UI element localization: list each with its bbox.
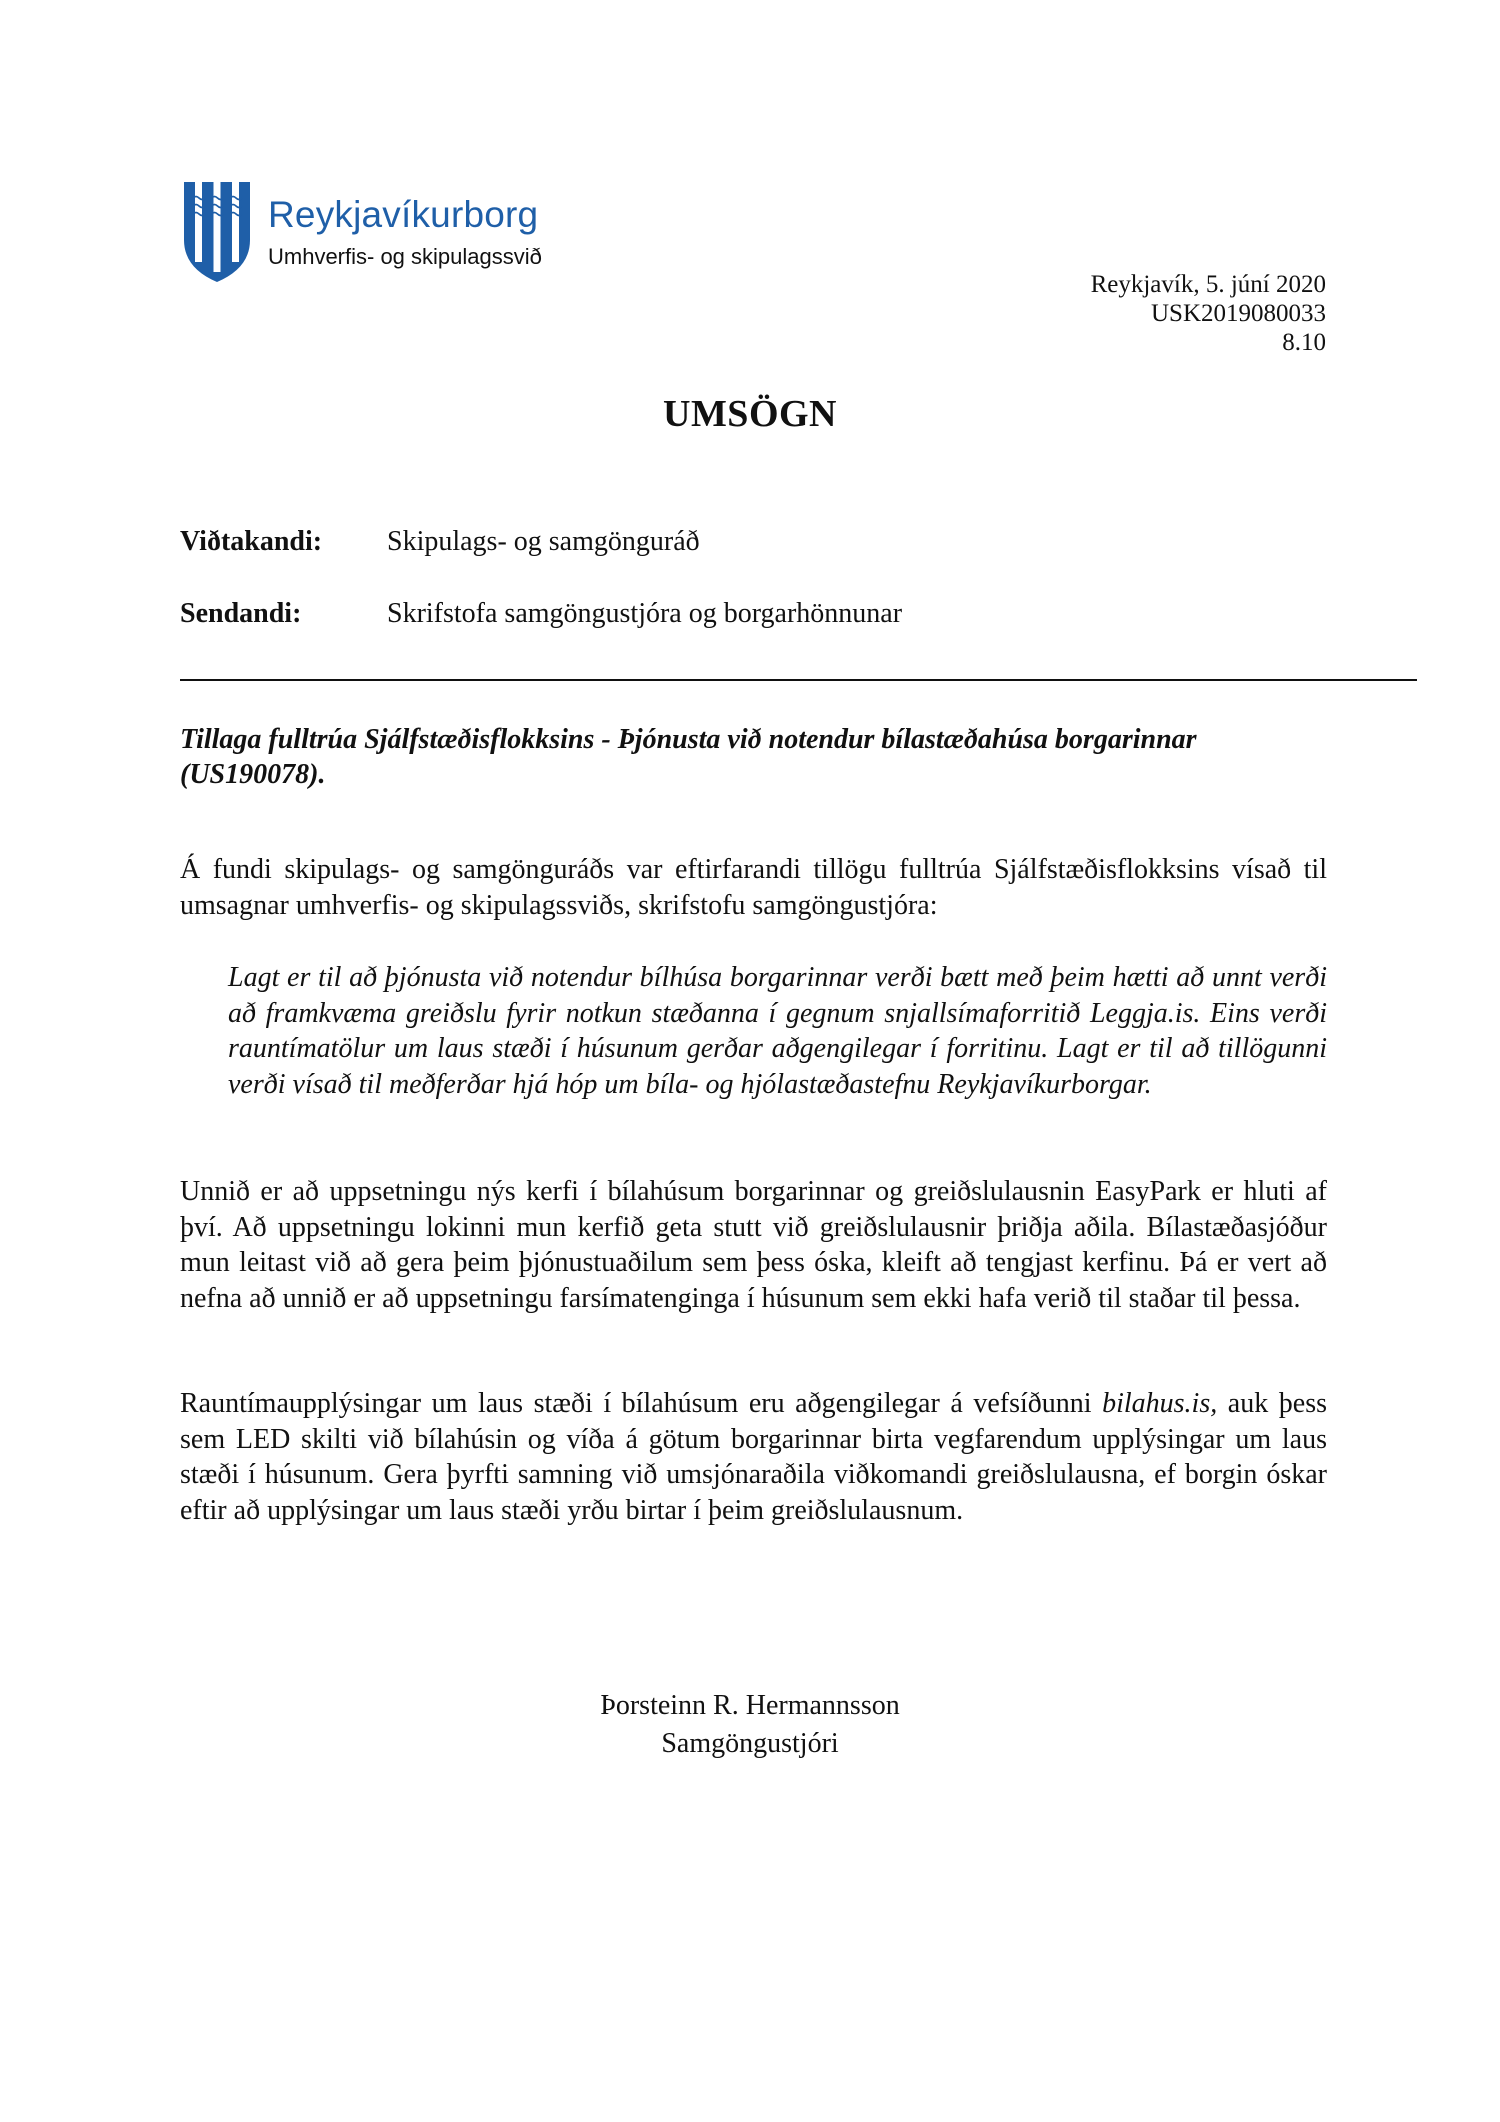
website-reference: bilahus.is, [1102,1388,1218,1419]
paragraph-3-end: auk þess sem LED skilti við bílahúsin og víða á götum borgarinnar birta vegfarendum upplýsingar um laus stæði í húsunum. Gera þyrfti samning við umsjónaraðila viðkomandi greiðslulausna, ef borgin óskar eftir að upplýsingar um laus stæði yrðu birtar í þeim greiðslulausnum. [180,1388,1327,1526]
sender-label: Sendandi: [180,598,302,629]
document-meta [1091,270,1326,357]
signature-role: Samgöngustjóri [661,1728,839,1759]
intro-paragraph: Á fundi skipulags- og samgönguráðs var eftirfarandi tillögu fulltrúa Sjálfstæðisflokksins vísað til umsagnar umhverfis- og skipulagssviðs, skrifstofu samgöngustjóra: [180,854,1327,921]
document-title: UMSÖGN [663,393,837,435]
paragraph-3-start: Rauntímaupplýsingar um laus stæði í bílahúsum eru aðgengilegar á vefsíðunni [180,1388,1103,1419]
case-number: USK2019080033 [1150,300,1326,327]
place-date: Reykjavík, 5. júní 2020 [1090,271,1326,298]
paragraph-3 [180,1386,1327,1528]
sender-value: Skrifstofa samgöngustjóra og borgarhönnunar [387,598,903,629]
horizontal-divider [180,679,1417,681]
item-number: 8.10 [1282,329,1326,356]
org-name: Reykjavíkurborg [268,194,539,235]
recipient-value: Skipulags- og samgönguráð [387,526,700,557]
subject-line: Tillaga fulltrúa Sjálfstæðisflokksins - Þjónusta við notendur bílastæðahúsa borgarinnar (US190078). [180,724,1197,790]
quoted-proposal: Lagt er til að þjónusta við notendur bílhúsa borgarinnar verði bætt með þeim hætti að unnt verði að framkvæma greiðslu fyrir notkun stæðanna í gegnum snjallsímaforritið Leggja.is. Eins verði rauntímatölur um laus stæði í húsunum gerðar aðgengilegar í forritinu. Lagt er til að tillögunni verði vísað til meðferðar hjá hóp um bíla- og hjólastæðastefnu Reykjavíkurborgar. [228,962,1327,1100]
reykjavik-coat-of-arms-icon [182,180,252,284]
org-division: Umhverfis- og skipulagssvið [268,244,542,269]
signature-name: Þorsteinn R. Hermannsson [600,1690,900,1721]
recipient-label: Viðtakandi: [180,526,323,557]
paragraph-2: Unnið er að uppsetningu nýs kerfi í bílahúsum borgarinnar og greiðslulausnin EasyPark er hluti af því. Að uppsetningu lokinni mun kerfið geta stutt við greiðslulausnir þriðja aðila. Bílastæðasjóður mun leitast við að gera þeim þjónustuaðilum sem þess óska, kleift að tengjast kerfinu. Þá er vert að nefna að unnið er að uppsetningu farsímatenginga í húsunum sem ekki hafa verið til staðar til þessa. [180,1176,1327,1314]
